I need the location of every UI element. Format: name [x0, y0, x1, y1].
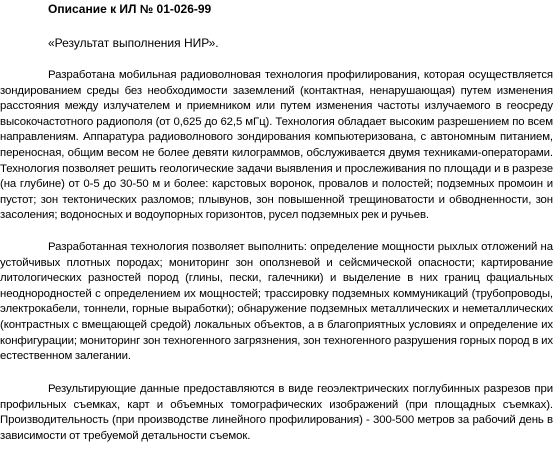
paragraph-technology-capabilities: Разработанная технология позволяет выполнить: определение мощности рыхлых отложений на устойчивых плотных породах; мониторинг зон оползневой и сейсмической опасности; картирование литологических разностей пород (глины, пески, галечники) и выделение в них границ фациальных неоднородностей с определением их мощностей; трассировку подземных коммуникаций (трубопроводы, электрокабели, тоннели, горные выработки); обнаружение подземных металлических и неметаллических (контрастных с вмещающей средой) локальных объектов, а в благоприятных условиях и определение их конфигурации; мониторинг зон техногенного загрязнения, зон техногенного разрушения горных пород в их естественном залегании. — [0, 241, 553, 363]
paragraph-technology-description: Разработана мобильная радиоволновая технология профилирования, которая осуществляется зондированием среды без необходимости заземлений (контактная, ненарушающая) путем изменения расстояния между излучателем и приемником или путем изменения частоты излучаемого в геосреду высокочастотного радиополя (от 0,625 до 62,5 мГц). Технология обладает высоким разрешением по всем направлениям. Аппаратура радиоволнового зондирования компьютеризована, с автономным питанием, переносная, общим весом не более девяти килограммов, обслуживается двумя техниками-операторами. Технология позволяет решить геологические задачи выявления и прослеживания по площади и в разрезе (на глубине) от 0-5 до 30-50 м и более: карстовых воронок, провалов и полостей; подземных промоин и пустот; зон тектонических разломов; плывунов, зон повышенной трещиноватости и обводненности, зон засоления; водоносных и водоупорных горизонтов, русел подземных рек и ручьев. — [0, 69, 553, 222]
paragraph-results-productivity: Результирующие данные предоставляются в виде геоэлектрических поглубинных разрезов при профильных съемках, карт и объемных томографических изображений (при площадных съемках). Производительность (при производстве линейного профилирования) - 300-500 метров за рабочий день в зависимости от требуемой детальности съемок. — [0, 383, 553, 442]
document-title: Описание к ИЛ № 01-026-99 — [48, 2, 212, 16]
document-subtitle: «Результат выполнения НИР». — [48, 36, 219, 50]
